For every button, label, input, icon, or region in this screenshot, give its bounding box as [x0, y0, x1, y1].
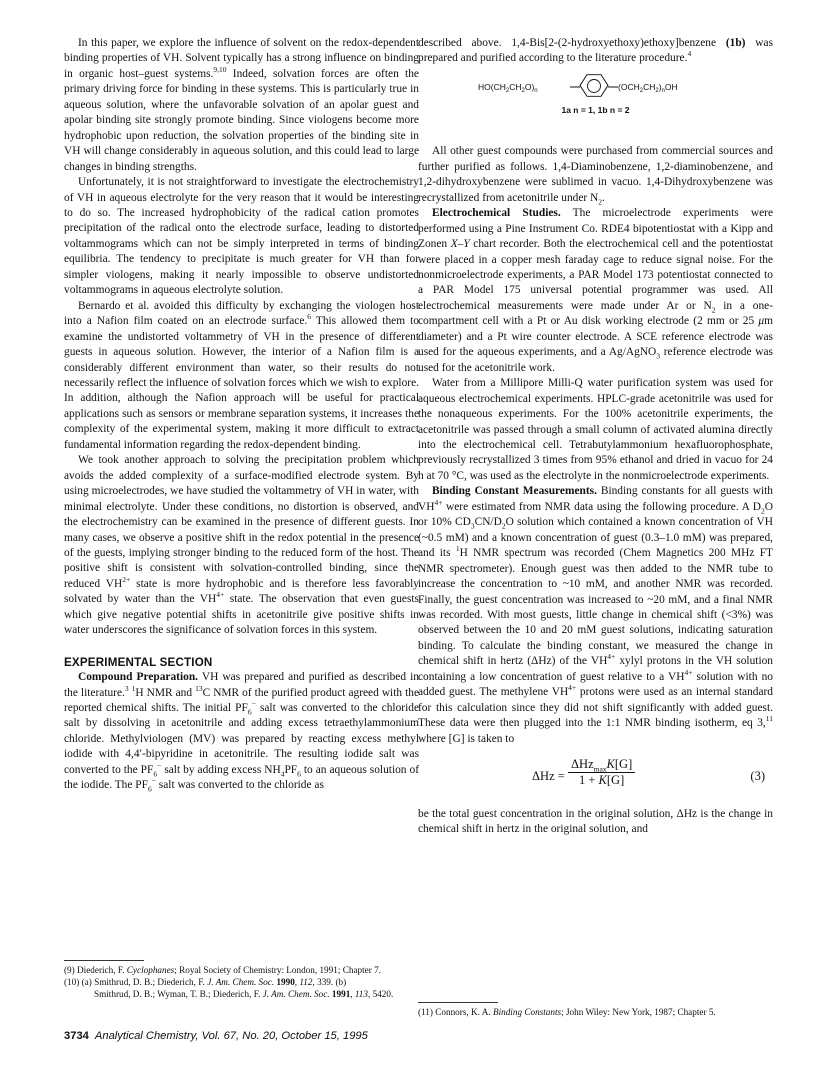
- paragraph-binding-constant: Binding Constant Measurements. Binding constants for all guests with $VH^{4+}$ were estimated from NMR data using the following procedure. A $D_2O$ or 10% $CD_3CN/D_2O$ solution which contained a known concentration of VH (~0.5 mM) and a known concentration of guest (0.3–1.0 mM) was prepared, and its $^1$H NMR spectrum was recorded (Chem Magnetics 200 MHz FT NMR spectrometer). Enough guest was then added to the NMR tube to increase the concentration to ~10 mM, and another NMR was recorded. Finally, the guest concentration was increased to ~20 mM, and a final NMR was recorded. With most guests, little change in chemical shift (<3%) was observed between the 10 and 20 mM guest solutions, indicating saturation binding. To calculate the binding constant, we measured the change in chemical shift in hertz (ΔHz) of the $VH^{4+}$ xylyl protons in the VH solution containing a low concentration of guest relative to a $VH^{4+}$ solution with no added guest. The methylene $VH^{4+}$ protons were used as an internal standard for this calculation since they did not shift significantly with added guest. These data were then plugged into the 1:1 NMR binding isotherm, eq 3,11 where [G] is taken to: [418, 485, 774, 745]
- section-heading-experimental: EXPERIMENTAL SECTION: [64, 655, 213, 669]
- footnote-rule-right: [418, 1002, 498, 1003]
- equation-denominator: 1 + K[G]: [578, 773, 625, 788]
- paragraph-nafion-approach: Bernardo et al. avoided this difficulty by exchanging the viologen host into a Nafion film coated on an electrode surface.$^6$ This allowed them to examine the undistorted voltammetry of VH in the presence of different guests in aqueous solution. However, the interior of a Nafion film is a considerably different environment than water, so their results do not necessarily reflect the influence of solvation forces which we wish to explore. In addition, although the Nafion approach will be useful for practical applications such as sensors or membrane separation systems, it increases the complexity of the experimental system, making it more difficult to extract fundamental information regarding the redox-dependent binding.: [64, 299, 419, 451]
- paragraph-guest-compounds: All other guest compounds were purchased from commercial sources and further purified as follows. 1,4-Diaminobenzene, 1,2-diaminobenzene, and 1,2-dihydroxybenzene were sublimed in vacuo. 1,4-Dihydroxybenzene was recrystallized from acetonitrile under $N_2$.: [418, 145, 773, 206]
- benzene-ring: [580, 75, 608, 97]
- paragraph-compound-preparation: Compound Preparation. VH was prepared and purified as described in the literature.$^3$ $^1$H NMR and $^{13}$C NMR of the purified product agreed with the reported chemical shifts. The initial $PF_6^-$ salt was converted to the chloride salt by dissolving in acetonitrile and adding excess tetraethylammonium chloride. Methylviologen (MV) was prepared by reacting excess methyl iodide with 4,4′-bipyridine in acetonitrile. The resulting iodide salt was converted to the $PF_6^-$ salt by adding excess $NH_4PF_6$ to an aqueous solution of the iodide. The $PF_6^-$ salt was converted to the chloride as: [64, 671, 419, 794]
- footnote-10b: Smithrud, D. B.; Wyman, T. B.; Diederich, F. J. Am. Chem. Soc. 1991, 113, 5420.: [94, 989, 394, 1000]
- runin-heading-electrochemical-studies: Electrochemical Studies.: [432, 207, 561, 220]
- chemical-structure-1: [476, 73, 716, 99]
- equation-number: (3): [750, 769, 765, 784]
- footnote-10: (10) (a) Smithrud, D. B.; Diederich, F. J. Am. Chem. Soc. 1990, 112, 339. (b): [64, 977, 347, 988]
- structure-right-group: $(OCH_2CH_2)_nOH$: [617, 81, 678, 94]
- journal-citation: Analytical Chemistry, Vol. 67, No. 20, October 15, 1995: [94, 1030, 368, 1042]
- left-column: [64, 36, 419, 794]
- page-number: 3734: [64, 1030, 89, 1042]
- paragraph-after-equation: be the total guest concentration in the original solution, ΔHz is the change in chemical shift in hertz in the original solution, and: [418, 808, 773, 836]
- equation-fraction: [568, 757, 635, 789]
- footnote-9: (9) Diederich, F. Cyclophanes; Royal Society of Chemistry: London, 1991; Chapter 7.: [64, 965, 381, 975]
- paragraph-electrochemical-studies: Electrochemical Studies. The microelectrode experiments were performed using a Pine Instrument Co. RDE4 bipotentiostat with a Kipp and Zonen X–Y chart recorder. Both the electrochemical cell and the potentiostat were placed in a copper mesh faraday cage to reduce signal noise. For the nonmicroelectrode experiments, a PAR Model 173 potentiostat connected to a PAR Model 175 universal potential programmer was used. All electrochemical measurements were made under Ar or $N_2$ in a one-compartment cell with a Pt or Au disk working electrode (2 mm or 25 μm diameter) and a Pt wire counter electrode. A SCE reference electrode was used for the aqueous experiments, and a Ag/AgNO$_3$ reference electrode was used for the acetonitrile work.: [418, 207, 774, 374]
- footnote-rule-left: [64, 960, 144, 961]
- footnotes-left: [64, 964, 419, 1001]
- right-column: [418, 36, 773, 838]
- footnotes-right: [418, 1006, 773, 1018]
- footnote-11: (11) Connors, K. A. Binding Constants; John Wiley: New York, 1987; Chapter 5.: [418, 1007, 716, 1017]
- paragraph-compound-1b: described above. 1,4-Bis[2-(2-hydroxyethoxy)ethoxy]benzene (1b) was prepared and purified according to the literature procedure.$^4$: [418, 37, 773, 65]
- paragraph-water-purification: Water from a Millipore Milli-Q water purification system was used for aqueous electrochemical experiments. HPLC-grade acetonitrile was used for the nonaqueous experiments. For the 100% acetonitrile experiments, the acetonitrile was passed through a small column of activated alumina directly into the electrochemical cell. Tetrabutylammonium hexafluorophosphate, previously recrystallized 3 times from 95% ethanol and dried in vacuo for 24 h at 70 °C, was used as the electrolyte in the nonmicroelectrode experiments.: [418, 377, 773, 482]
- structure-left-group: $HO(CH_2CH_2O)_n$: [477, 81, 538, 94]
- runin-heading-binding-constant: Binding Constant Measurements.: [432, 485, 597, 498]
- paragraph-precipitation-problem: Unfortunately, it is not straightforward to investigate the electrochemistry of VH in aqueous electrolyte for the very reason that it would be interesting to do so. The increased hydrophobicity of the radical cation promotes precipitation of the radical onto the electrode surface, leading to distorted voltammograms which can not be simply interpreted in terms of binding equilibria. The tendency to precipitate is much greater for VH than for simpler viologens, making it nearly impossible to observe undistorted voltammograms in aqueous electrolyte solution.: [64, 176, 419, 297]
- page-footer: [64, 1030, 368, 1042]
- equation-lhs: ΔHz =: [532, 769, 565, 784]
- paragraph-solvent-influence: In this paper, we explore the influence of solvent on the redox-dependent binding properties of VH. Solvent typically has a strong influence on binding in organic host–guest systems.$^{9,10}$ Indeed, solvation forces are often the primary driving force for binding in these systems. This is particularly true in aqueous solution, where the unfavorable solvation of an apolar guest and apolar binding site strongly promote binding. Since viologens become more hydrophobic upon reduction, the solvation properties of the binding site in VH will change considerably in aqueous solution, and this could lead to large changes in binding strengths.: [64, 37, 419, 173]
- runin-heading-compound-preparation: Compound Preparation.: [78, 671, 199, 684]
- structure-caption: 1a n = 1, 1b n = 2: [561, 104, 630, 115]
- equation-numerator: ΔHz$_{max}$K[G]: [568, 757, 635, 773]
- paragraph-microelectrode-approach: We took another approach to solving the precipitation problem which avoids the added complexity of a surface-modified electrode system. By using microelectrodes, we have studied the voltammetry of VH in water, with minimal electrolyte. Under these conditions, no distortion is observed, and the electrochemistry can be examined in the presence of different guests. In many cases, we observe a positive shift in the redox potential in the presence of the guests, implying stronger binding to the reduced form of the host. The positive shift is consistent with solvation-controlled binding, since the reduced $VH^{2+}$ state is more hydrophobic and is therefore less favorably solvated by water than the $VH^{4+}$ state. The observation that even guests which give negative potential shifts in acetonitrile give positive shifts in water underscores the significance of solvation forces in this system.: [64, 454, 419, 637]
- equation-3: [418, 757, 773, 799]
